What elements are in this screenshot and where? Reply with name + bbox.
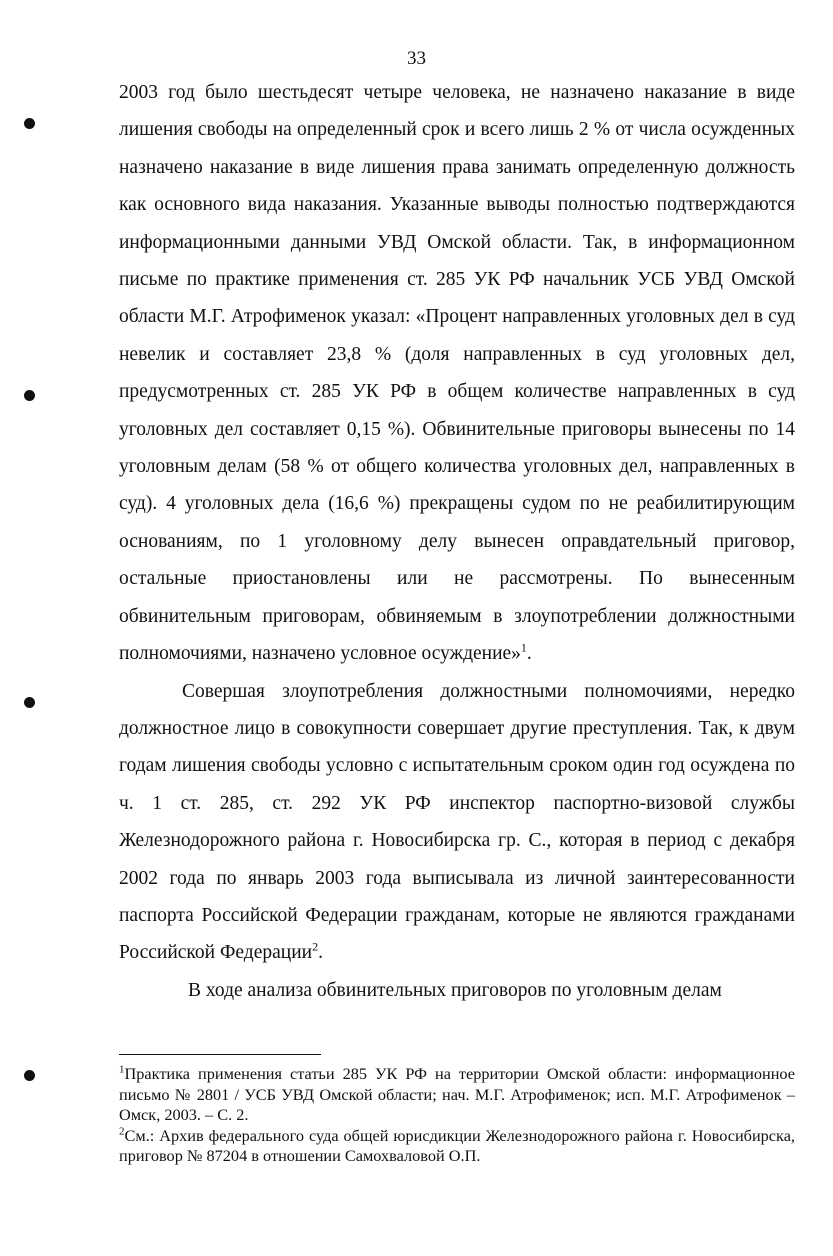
footnotes <box>119 1064 795 1167</box>
binder-hole-mark <box>24 118 35 129</box>
paragraph-2-text: Совершая злоупотребления должностными полномочиями, нередко должностное лицо в совокупности совершает другие преступления. Так, к двум годам лишения свободы условно с испытательным сроком один год осуждена по ч. 1 ст. 285, ст. 292 УК РФ инспектор паспортно-визовой службы Железнодорожного района г. Новосибирска гр. С., которая в период с декабря 2002 года по январь 2003 года выписывала из личной заинтересованности паспорта Российской Федерации гражданам, которые не являются гражданами Российской Федерации <box>119 680 795 964</box>
footnote-1-text: Практика применения статьи 285 УК РФ на территории Омской области: информационное письмо № 2801 / УСБ УВД Омской области; нач. М.Г. Атрофименок; исп. М.Г. Атрофименок – Омск, 2003. – С. 2. <box>119 1064 795 1124</box>
binder-hole-mark <box>24 697 35 708</box>
paragraph-3: В ходе анализа обвинительных приговоров по уголовным делам <box>188 979 722 1001</box>
footnote-1 <box>119 1064 795 1126</box>
footnote-1-marker: 1 <box>119 1063 125 1076</box>
footnote-2 <box>119 1126 795 1167</box>
footnote-ref-2[interactable]: 2 <box>312 939 319 954</box>
paragraph-2 <box>119 673 795 972</box>
paragraph-1-text: 2003 год было шестьдесят четыре человека, не назначено наказание в виде лишения свободы на определенный срок и всего лишь 2 % от числа осужденных назначено наказание в виде лишения права занимать определенную должность как основного вида наказания. Указанные выводы полностью подтверждаются информационными данными УВД Омской области. Так, в информационном письме по практике применения ст. 285 УК РФ начальник УСБ УВД Омской области М.Г. Атрофименок указал: «Процент направленных уголовных дел в суд невелик и составляет 23,8 % (доля направленных в суд уголовных дел, предусмотренных ст. 285 УК РФ в общем количестве направленных в суд уголовных дел составляет 0,15 %). Обвинительные приговоры вынесены по 14 уголовным делам (58 % от общего количества уголовных дел, направленных в суд). 4 уголовных дела (16,6 %) прекращены судом по не реабилитирующим основаниям, по 1 уголовному делу вынесен оправдательный приговор, остальные приостановлены или не рассмотрены. По вынесенным обвинительным приговорам, обвиняемым в злоупотреблении должностными полномочиями, назначено условное осуждение» <box>119 82 795 665</box>
paragraph-1 <box>119 74 795 673</box>
binder-hole-mark <box>24 390 35 401</box>
footnote-ref-1[interactable]: 1 <box>520 640 527 655</box>
footnote-2-text: См.: Архив федерального суда общей юрисдикции Железнодорожного района г. Новосибирска, приговор № 87204 в отношении Самохваловой О.П. <box>119 1125 795 1165</box>
body-text <box>119 74 795 1009</box>
paragraph-1-end: . <box>526 643 532 665</box>
page-number: 33 <box>407 48 426 69</box>
footnote-2-marker: 2 <box>119 1125 125 1138</box>
binder-hole-mark <box>24 1070 35 1081</box>
paragraph-2-end: . <box>318 942 323 964</box>
footnote-separator <box>119 1054 321 1055</box>
